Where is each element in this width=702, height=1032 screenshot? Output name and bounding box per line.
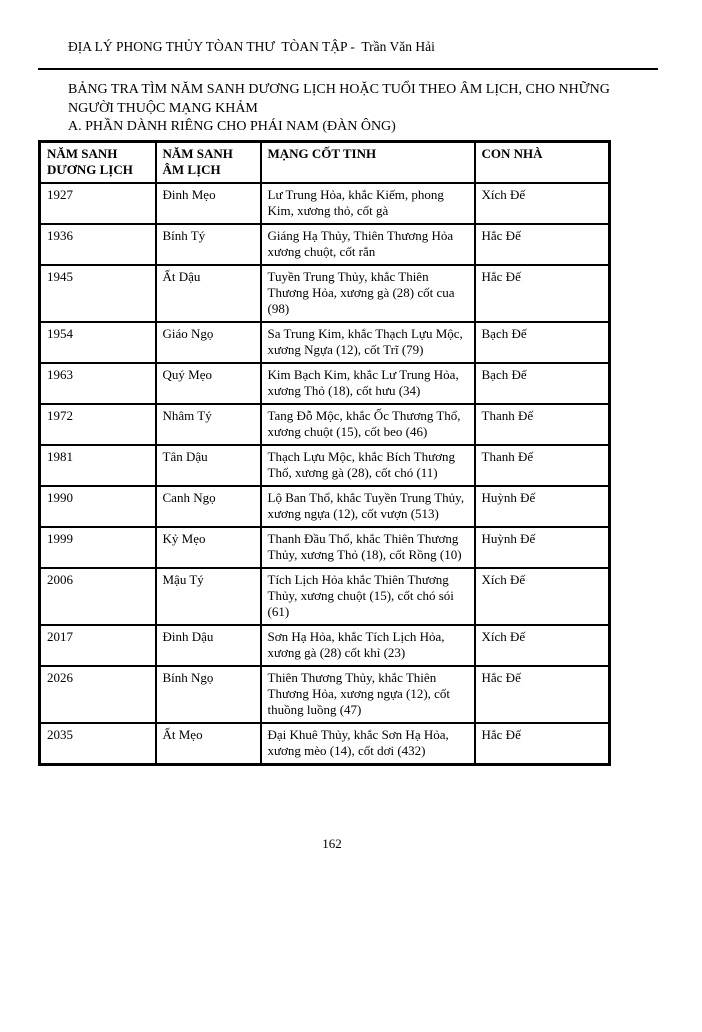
cell-nam-sanh-duong-lich: 1936	[40, 224, 156, 265]
cell-mang-cot-tinh: Kim Bạch Kim, khắc Lư Trung Hỏa, xương Thỏ (18), cốt hưu (34)	[261, 363, 475, 404]
cell-con-nha: Thanh Đế	[475, 445, 610, 486]
table-row	[40, 666, 610, 723]
table-row	[40, 568, 610, 625]
col-header-nam-sanh-duong-lich: NĂM SANH DƯƠNG LỊCH	[40, 141, 156, 183]
cell-mang-cot-tinh: Lộ Ban Thổ, khắc Tuyền Trung Thủy, xương ngựa (12), cốt vượn (513)	[261, 486, 475, 527]
cell-mang-cot-tinh: Tuyền Trung Thủy, khắc Thiên Thương Hỏa, xương gà (28) cốt cua (98)	[261, 265, 475, 322]
cell-nam-sanh-am-lich: Kỷ Mẹo	[156, 527, 261, 568]
cell-mang-cot-tinh: Sa Trung Kim, khắc Thạch Lựu Mộc, xương Ngựa (12), cốt Trĩ (79)	[261, 322, 475, 363]
cell-nam-sanh-am-lich: Đinh Dậu	[156, 625, 261, 666]
page-number: 162	[322, 835, 342, 851]
table-header-row	[40, 141, 610, 183]
lookup-table	[38, 140, 611, 766]
table-row	[40, 322, 610, 363]
table-row	[40, 363, 610, 404]
cell-con-nha: Bạch Đế	[475, 322, 610, 363]
section-heading: A. PHẦN DÀNH RIÊNG CHO PHÁI NAM (ĐÀN ÔNG)	[68, 119, 396, 134]
cell-mang-cot-tinh: Lư Trung Hỏa, khắc Kiếm, phong Kim, xương thỏ, cốt gà	[261, 183, 475, 224]
cell-nam-sanh-duong-lich: 1927	[40, 183, 156, 224]
cell-nam-sanh-duong-lich: 2006	[40, 568, 156, 625]
table-row	[40, 527, 610, 568]
cell-nam-sanh-duong-lich: 1954	[40, 322, 156, 363]
col-header-con-nha: CON NHÀ	[475, 141, 610, 183]
table-row	[40, 486, 610, 527]
table-row	[40, 265, 610, 322]
cell-nam-sanh-am-lich: Ất Mẹo	[156, 723, 261, 765]
cell-mang-cot-tinh: Thanh Đầu Thổ, khắc Thiên Thương Thủy, xương Thỏ (18), cốt Rồng (10)	[261, 527, 475, 568]
page-title-line2: NGƯỜI THUỘC MẠNG KHẢM	[68, 100, 258, 116]
cell-nam-sanh-am-lich: Tân Dậu	[156, 445, 261, 486]
cell-con-nha: Huỳnh Đế	[475, 486, 610, 527]
cell-con-nha: Hắc Đế	[475, 666, 610, 723]
cell-nam-sanh-am-lich: Giáo Ngọ	[156, 322, 261, 363]
table-row	[40, 723, 610, 765]
cell-nam-sanh-duong-lich: 2017	[40, 625, 156, 666]
cell-nam-sanh-duong-lich: 1972	[40, 404, 156, 445]
cell-nam-sanh-am-lich: Canh Ngọ	[156, 486, 261, 527]
cell-nam-sanh-duong-lich: 1981	[40, 445, 156, 486]
cell-nam-sanh-duong-lich: 1945	[40, 265, 156, 322]
cell-nam-sanh-am-lich: Bính Tý	[156, 224, 261, 265]
cell-nam-sanh-am-lich: Bính Ngọ	[156, 666, 261, 723]
cell-nam-sanh-am-lich: Đinh Mẹo	[156, 183, 261, 224]
cell-mang-cot-tinh: Giáng Hạ Thủy, Thiên Thương Hỏa xương chuột, cốt rắn	[261, 224, 475, 265]
cell-con-nha: Thanh Đế	[475, 404, 610, 445]
cell-con-nha: Hắc Đế	[475, 265, 610, 322]
cell-mang-cot-tinh: Đại Khuê Thủy, khắc Sơn Hạ Hỏa, xương mèo (14), cốt dơi (432)	[261, 723, 475, 765]
cell-nam-sanh-duong-lich: 1999	[40, 527, 156, 568]
table-body	[40, 183, 610, 765]
cell-con-nha: Hắc Đế	[475, 723, 610, 765]
table-row	[40, 404, 610, 445]
cell-con-nha: Bạch Đế	[475, 363, 610, 404]
scanned-book-page	[0, 38, 702, 1032]
cell-con-nha: Xích Đế	[475, 568, 610, 625]
cell-nam-sanh-duong-lich: 2026	[40, 666, 156, 723]
table-row	[40, 183, 610, 224]
table-row	[40, 625, 610, 666]
heading-block	[68, 81, 662, 137]
cell-nam-sanh-am-lich: Nhâm Tý	[156, 404, 261, 445]
cell-nam-sanh-duong-lich: 1963	[40, 363, 156, 404]
col-header-nam-sanh-am-lich: NĂM SANH ÂM LỊCH	[156, 141, 261, 183]
cell-mang-cot-tinh: Sơn Hạ Hỏa, khắc Tích Lịch Hỏa, xương gà (28) cốt khỉ (23)	[261, 625, 475, 666]
cell-nam-sanh-duong-lich: 1990	[40, 486, 156, 527]
cell-nam-sanh-duong-lich: 2035	[40, 723, 156, 765]
cell-mang-cot-tinh: Tích Lịch Hỏa khắc Thiên Thương Thủy, xương chuột (15), cốt chó sói (61)	[261, 568, 475, 625]
cell-mang-cot-tinh: Thạch Lựu Mộc, khắc Bích Thương Thổ, xương gà (28), cốt chó (11)	[261, 445, 475, 486]
cell-con-nha: Huỳnh Đế	[475, 527, 610, 568]
cell-con-nha: Hắc Đế	[475, 224, 610, 265]
cell-con-nha: Xích Đế	[475, 183, 610, 224]
cell-nam-sanh-am-lich: Ất Dậu	[156, 265, 261, 322]
cell-nam-sanh-am-lich: Quý Mẹo	[156, 363, 261, 404]
table-head	[40, 141, 610, 183]
col-header-mang-cot-tinh: MẠNG CỐT TINH	[261, 141, 475, 183]
cell-mang-cot-tinh: Thiên Thương Thủy, khắc Thiên Thương Hỏa, xương ngựa (12), cốt thuồng luồng (47)	[261, 666, 475, 723]
table-row	[40, 224, 610, 265]
cell-con-nha: Xích Đế	[475, 625, 610, 666]
table-row	[40, 445, 610, 486]
page-title-line1: BẢNG TRA TÌM NĂM SANH DƯƠNG LỊCH HOẶC TUỔI THEO ÂM LỊCH, CHO NHỮNG	[68, 82, 610, 97]
header-divider	[38, 68, 658, 70]
running-head: ĐỊA LÝ PHONG THỦY TÒAN THƯ TÒAN TẬP - Trần Văn Hải	[68, 39, 435, 54]
cell-nam-sanh-am-lich: Mậu Tý	[156, 568, 261, 625]
cell-mang-cot-tinh: Tang Đỗ Mộc, khắc Ốc Thương Thổ, xương chuột (15), cốt beo (46)	[261, 404, 475, 445]
